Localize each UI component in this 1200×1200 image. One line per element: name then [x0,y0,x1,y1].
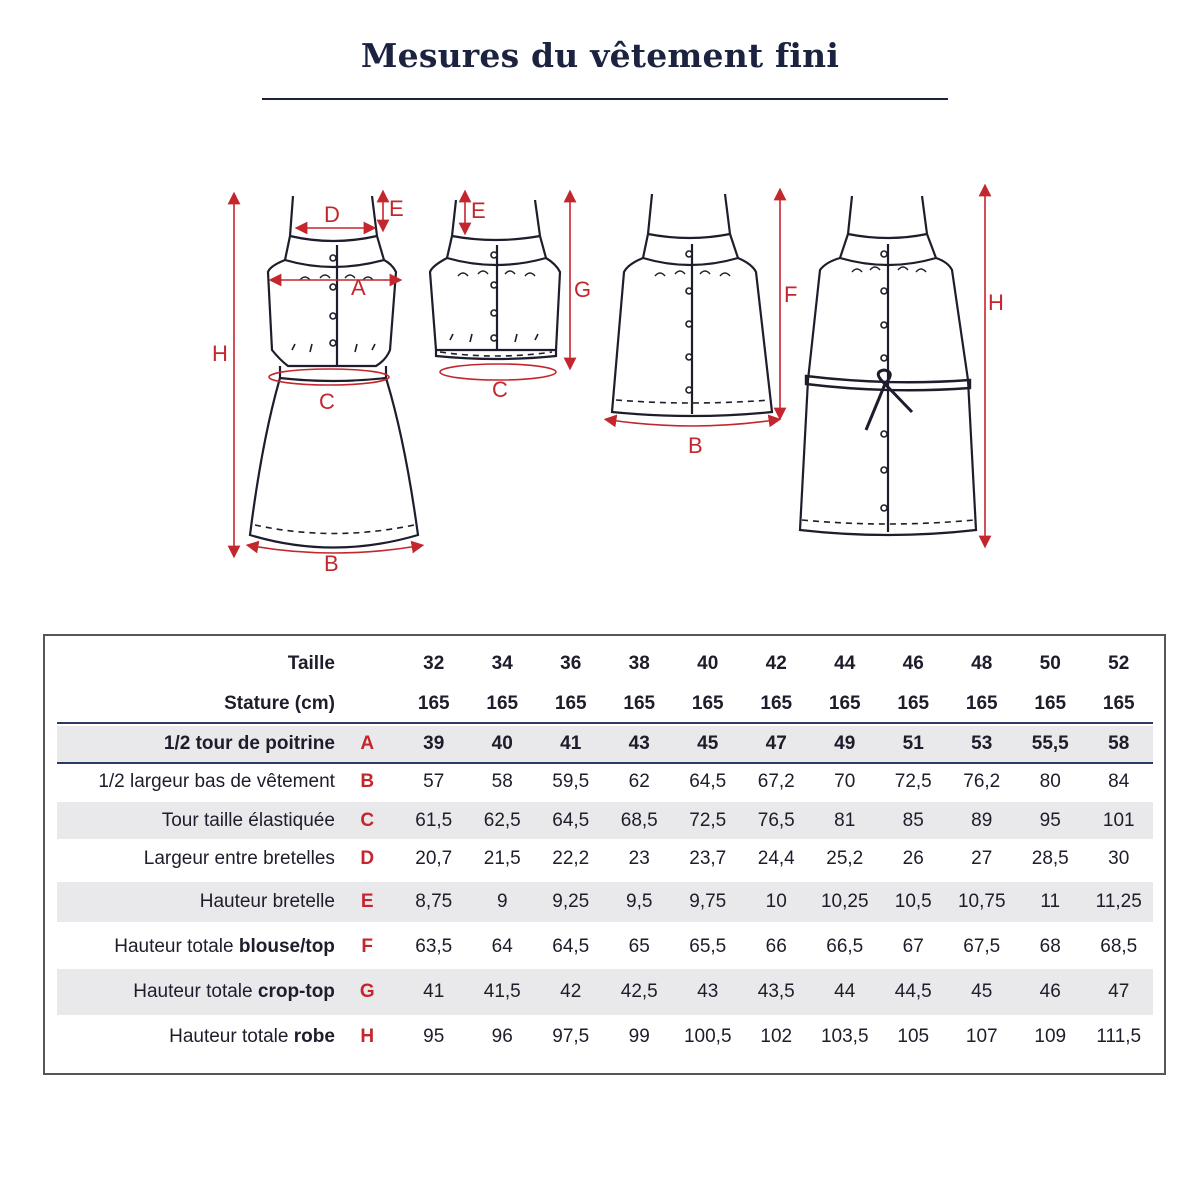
measurement-value: 9,75 [689,891,727,912]
measurement-label: Largeur entre bretelles [143,848,335,869]
dress-belted-drawing [800,196,976,535]
measurement-value: 43 [628,733,650,754]
measurement-value: 55,5 [1031,733,1069,754]
measurement-value: 62 [628,771,650,792]
measurement-value: 72,5 [894,771,932,792]
measurement-label: Hauteur bretelle [199,891,335,912]
measurement-value: 70 [834,771,856,792]
measurement-value: 40 [491,733,513,754]
measurement-value: 46 [1039,981,1061,1002]
size-value: 48 [971,653,993,674]
dress-elastic-waist-drawing [250,196,418,548]
measurement-value: 76,5 [757,809,795,831]
label-B-top: B [688,433,703,458]
measurement-label: Hauteur totale robe [169,1026,335,1047]
stature-label: Stature (cm) [224,693,335,714]
measurement-value: 95 [1039,809,1061,831]
measurement-value: 89 [971,809,993,831]
measurement-value: 24,4 [757,848,795,869]
measurement-value: 10,5 [894,891,932,912]
measurement-value: 81 [834,809,856,831]
measurement-row-B [57,764,1153,800]
measurement-value: 107 [965,1026,998,1047]
measurement-value: 28,5 [1031,848,1069,869]
label-E: E [389,196,404,221]
measurement-value: 58 [1108,733,1130,754]
blouse-top-drawing [612,194,772,416]
measurement-row-G [57,969,1153,1015]
size-value: 36 [560,653,582,674]
measurement-value: 65,5 [689,936,727,957]
measurement-value: 97,5 [552,1026,590,1047]
header-rule-top [57,722,1153,724]
stature-value: 165 [1102,693,1135,714]
measurement-value: 53 [971,733,993,754]
measurement-value: 23,7 [689,848,727,869]
measurement-value: 44 [834,981,856,1002]
measurement-value: 80 [1039,771,1061,792]
measurement-value: 42,5 [620,981,658,1002]
measurement-value: 85 [902,809,924,831]
size-values [400,653,1154,675]
measurement-row-H [57,1014,1153,1060]
measurement-label: Hauteur totale blouse/top [114,936,335,957]
size-value: 50 [1039,653,1061,674]
measurement-value: 9 [496,891,508,912]
measurement-value: 84 [1108,771,1130,792]
measurement-label: 1/2 largeur bas de vêtement [98,771,335,792]
measurement-label: Hauteur totale crop-top [133,981,335,1002]
stature-value: 165 [1034,693,1067,714]
measurement-value: 68 [1039,936,1061,957]
label-G: G [574,277,592,302]
measurement-value: 103,5 [820,1026,869,1047]
measurement-value: 42 [560,981,582,1002]
stature-value: 165 [828,693,861,714]
label-C-crop: C [492,377,508,402]
measurement-value: 64,5 [552,936,590,957]
stature-value: 165 [691,693,724,714]
size-label: Taille [287,653,335,674]
measurement-value: 65 [628,936,650,957]
measurement-value: 47 [765,733,787,754]
measurement-code: C [360,809,375,831]
measurement-value: 27 [971,848,993,869]
stature-value: 165 [623,693,656,714]
measurement-value: 22,2 [552,848,590,869]
measurement-value: 59,5 [552,771,590,792]
measurement-label: 1/2 tour de poitrine [163,733,335,754]
measurement-value: 58 [491,771,513,792]
size-value: 34 [491,653,513,674]
label-C: C [319,389,335,414]
measurement-value: 9,5 [626,891,653,912]
measurement-value: 61,5 [415,809,453,831]
measurement-label: Tour taille élastiquée [161,809,335,831]
measurement-row-C [57,802,1153,839]
label-H-belted: H [988,290,1004,315]
measurement-value: 8,75 [415,891,453,912]
measurement-value: 30 [1108,848,1130,869]
measurement-value: 10,25 [820,891,869,912]
size-value: 44 [834,653,856,674]
measurement-code: G [359,981,375,1002]
measurement-value: 96 [491,1026,513,1047]
measurement-value: 41,5 [483,981,521,1002]
measurement-row-A [57,726,1153,762]
measurement-code: H [360,1026,375,1047]
measurement-value: 64 [491,936,513,957]
measurement-row-F [57,926,1153,968]
stature-values [400,693,1154,715]
measurement-value: 10,75 [957,891,1006,912]
measurement-value: 72,5 [689,809,727,831]
measurement-value: 57 [423,771,445,792]
measurement-value: 20,7 [415,848,453,869]
measurement-value: 68,5 [1100,936,1138,957]
measurement-value: 9,25 [552,891,590,912]
stature-value: 165 [554,693,587,714]
measurement-code: F [361,936,374,957]
measurement-value: 23 [628,848,650,869]
measurement-value: 51 [902,733,924,754]
size-value: 38 [628,653,650,674]
label-D: D [324,202,340,227]
measurement-value: 64,5 [689,771,727,792]
measurement-value: 67,2 [757,771,795,792]
label-F: F [784,282,798,307]
size-header-row [57,646,1153,682]
measurement-value: 25,2 [826,848,864,869]
measurement-value: 102 [760,1026,793,1047]
measurement-value: 11 [1040,891,1061,912]
measurement-value: 66 [765,936,787,957]
size-value: 46 [902,653,924,674]
measurement-row-E [57,882,1153,922]
stature-value: 165 [965,693,998,714]
measurement-value: 26 [902,848,924,869]
measurement-value: 62,5 [483,809,521,831]
measurement-value: 109 [1034,1026,1067,1047]
label-B: B [324,551,339,576]
measurement-value: 67,5 [963,936,1001,957]
measurements-table [43,634,1166,1075]
measurement-value: 41 [560,733,582,754]
measurement-value: 63,5 [415,936,453,957]
measurement-row-D [57,839,1153,879]
measurement-value: 68,5 [620,809,658,831]
measurement-value: 101 [1102,809,1135,831]
measurement-code: D [360,848,375,869]
page-title: Mesures du vêtement fini [360,36,840,75]
measurement-code: E [360,891,374,912]
measurement-value: 10 [765,891,787,912]
label-A: A [351,275,366,300]
size-value: 32 [423,653,445,674]
crop-top-drawing [430,200,560,359]
measurement-value: 76,2 [963,771,1001,792]
size-value: 52 [1108,653,1130,674]
stature-header-row [57,686,1153,722]
measurement-value: 45 [971,981,993,1002]
measurement-value: 99 [628,1026,650,1047]
measurement-value: 41 [423,981,445,1002]
measurement-value: 44,5 [894,981,932,1002]
measurement-value: 95 [423,1026,445,1047]
measurement-code: A [360,733,375,754]
measurement-value: 43 [697,981,719,1002]
stature-value: 165 [897,693,930,714]
measurement-value: 39 [423,733,445,754]
measurement-value: 111,5 [1096,1026,1142,1047]
measurement-value: 21,5 [483,848,521,869]
measurement-value: 45 [697,733,719,754]
measurement-value: 100,5 [683,1026,732,1047]
label-H: H [212,341,228,366]
measurement-value: 64,5 [552,809,590,831]
label-E-crop: E [471,198,486,223]
measurement-value: 11,25 [1095,891,1142,912]
measurement-value: 49 [834,733,856,754]
stature-value: 165 [760,693,793,714]
size-value: 40 [697,653,719,674]
measurement-value: 67 [902,936,924,957]
stature-value: 165 [486,693,519,714]
measurement-value: 43,5 [757,981,795,1002]
measurement-value: 105 [897,1026,930,1047]
measurement-code: B [360,771,375,792]
measurement-value: 66,5 [826,936,864,957]
measurement-value: 47 [1108,981,1130,1002]
size-value: 42 [765,653,787,674]
stature-value: 165 [417,693,450,714]
